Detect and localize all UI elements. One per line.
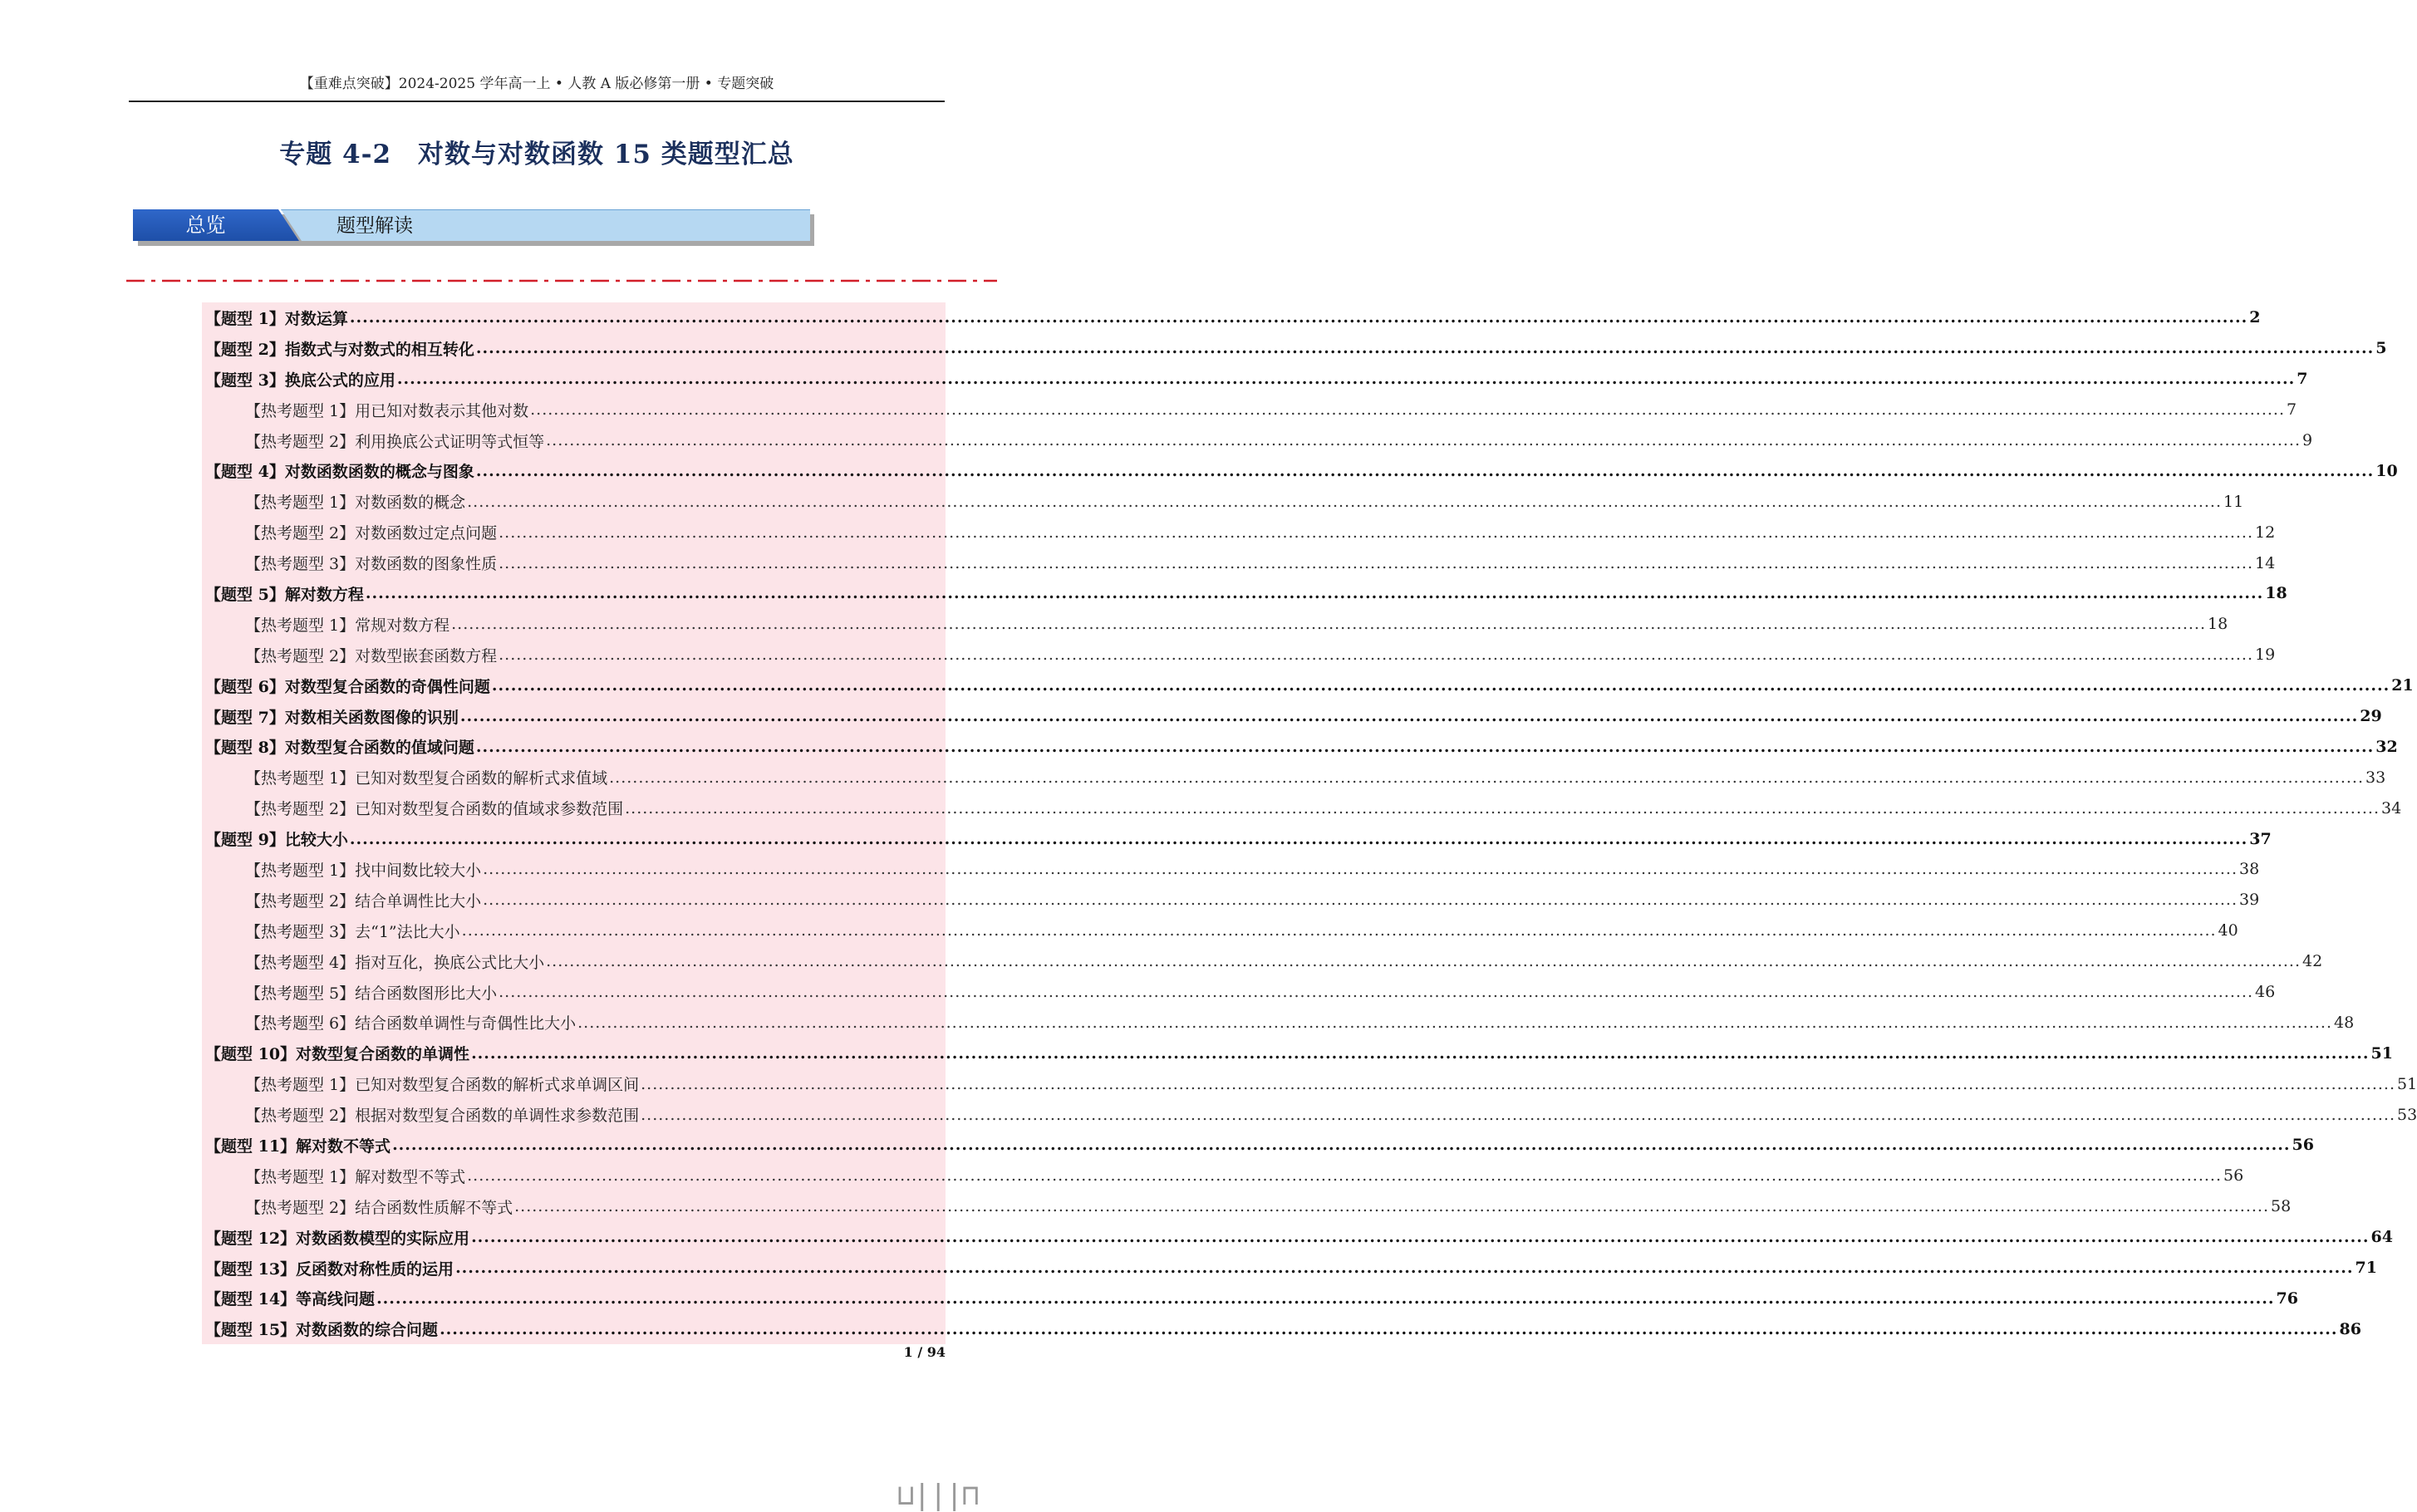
toc-leader-dots: ............................................................................................................................................................................................................................................................................................................ (467, 492, 2223, 511)
toc-entry-main[interactable] (202, 1253, 2377, 1284)
dash-dot-divider (126, 279, 997, 282)
toc-leader-dots: ............................................................................................................................................................................................................................................................................................................ (499, 646, 2254, 665)
toc-entry-page: 56 (2223, 1166, 2244, 1186)
toc-leader-dots: ............................................................................................................................................................................................................................................................................................................ (471, 1228, 2370, 1247)
toc-entry-label: 【题型 10】对数型复合函数的单调性 (205, 1045, 470, 1064)
toc-entry-page: 64 (2370, 1228, 2393, 1247)
toc-entry-page: 19 (2255, 646, 2276, 665)
toc-entry-page: 56 (2292, 1136, 2314, 1155)
toc-entry-page: 33 (2365, 768, 2386, 787)
toc-entry-page: 46 (2255, 983, 2276, 1002)
toc-entry-page: 48 (2334, 1013, 2355, 1032)
toc-entry-page: 18 (2265, 584, 2287, 603)
toc-entry-label: 【题型 5】解对数方程 (205, 585, 364, 604)
toc-entry-page: 32 (2375, 737, 2398, 756)
toc-entry-label: 【热考题型 2】对数函数过定点问题 (245, 524, 498, 543)
toc-entry-sub[interactable] (202, 640, 2276, 670)
banner-overview-label: 总览 (185, 214, 226, 237)
toc-leader-dots: ............................................................................................................................................................................................................................................................................................................ (546, 431, 2302, 449)
toc-leader-dots: ............................................................................................................................................................................................................................................................................................................ (440, 1319, 2338, 1338)
toc-entry-label: 【题型 4】对数函数函数的概念与图象 (205, 463, 474, 482)
toc-entry-label: 【题型 13】反函数对称性质的运用 (205, 1259, 454, 1279)
page-number: 1 / 94 (903, 1344, 946, 1360)
toc-entry-main[interactable] (202, 333, 2387, 364)
toc-entry-sub[interactable] (202, 609, 2228, 640)
toc-leader-dots: ............................................................................................................................................................................................................................................................................................................ (641, 1074, 2396, 1093)
toc-entry-label: 【题型 9】比较大小 (205, 831, 348, 850)
toc-leader-dots: ............................................................................................................................................................................................................................................................................................................ (396, 370, 2296, 389)
toc-entry-page: 2 (2249, 308, 2261, 327)
toc-entry-label: 【题型 7】对数相关函数图像的识别 (205, 708, 459, 727)
running-header: 【重难点突破】2024-2025 学年高一上 • 人教 A 版必修第一册 • 专题突破 (299, 76, 774, 92)
toc-leader-dots: ............................................................................................................................................................................................................................................................................................................ (467, 1166, 2223, 1186)
toc-entry-sub[interactable] (202, 1007, 2355, 1038)
toc-entry-label: 【热考题型 2】根据对数型复合函数的单调性求参数范围 (245, 1107, 640, 1126)
toc-entry-label: 【热考题型 1】找中间数比较大小 (245, 861, 482, 880)
toc-entry-main[interactable] (202, 578, 2287, 609)
toc-entry-label: 【题型 2】指数式与对数式的相互转化 (205, 340, 474, 359)
toc-entry-page: 18 (2208, 615, 2228, 634)
toc-entry-page: 21 (2391, 676, 2414, 695)
toc-entry-page: 40 (2218, 921, 2238, 940)
toc-entry-label: 【题型 14】等高线问题 (205, 1290, 376, 1309)
toc-entry-sub[interactable] (202, 517, 2276, 547)
toc-entry-sub[interactable] (202, 854, 2260, 885)
toc-leader-dots: ............................................................................................................................................................................................................................................................................................................ (641, 1105, 2396, 1124)
toc-leader-dots: ............................................................................................................................................................................................................................................................................................................ (530, 400, 2286, 420)
toc-entry-label: 【热考题型 4】指对互化，换底公式比大小 (245, 953, 545, 972)
watermark-glyphs: ⊔|||⊓ (897, 1479, 979, 1512)
toc-entry-label: 【热考题型 1】用已知对数表示其他对数 (245, 401, 529, 420)
toc-entry-main[interactable] (202, 701, 2382, 732)
toc-leader-dots: ............................................................................................................................................................................................................................................................................................................ (455, 1259, 2354, 1278)
toc-entry-main[interactable] (202, 455, 2398, 486)
toc-entry-label: 【热考题型 2】利用换底公式证明等式恒等 (245, 432, 545, 451)
toc-entry-label: 【热考题型 1】对数函数的概念 (245, 493, 466, 513)
header-rule (129, 101, 945, 102)
toc-entry-sub[interactable] (202, 547, 2276, 578)
toc-entry-page: 14 (2255, 553, 2276, 572)
toc-leader-dots: ............................................................................................................................................................................................................................................................................................................ (451, 615, 2207, 634)
toc-entry-label: 【热考题型 1】已知对数型复合函数的解析式求值域 (245, 769, 608, 788)
toc-leader-dots: ............................................................................................................................................................................................................................................................................................................ (483, 891, 2238, 910)
toc-leader-dots: ............................................................................................................................................................................................................................................................................................................ (514, 1197, 2270, 1216)
toc-entry-label: 【题型 8】对数型复合函数的值域问题 (205, 739, 474, 758)
toc-entry-sub[interactable] (202, 885, 2260, 916)
toc-entry-main[interactable] (202, 670, 2414, 701)
toc-entry-label: 【题型 3】换底公式的应用 (205, 371, 395, 390)
toc-entry-main[interactable] (202, 731, 2398, 762)
toc-entry-sub[interactable] (202, 1068, 2417, 1099)
toc-entry-page: 37 (2249, 829, 2272, 848)
toc-entry-main[interactable] (202, 302, 2261, 333)
toc-entry-page: 5 (2375, 339, 2387, 358)
toc-entry-page: 76 (2276, 1289, 2298, 1308)
toc-entry-page: 58 (2271, 1197, 2292, 1216)
toc-leader-dots: ............................................................................................................................................................................................................................................................................................................ (475, 339, 2375, 358)
toc-entry-page: 10 (2375, 461, 2398, 480)
toc-entry-page: 12 (2255, 523, 2276, 542)
toc-leader-dots: ............................................................................................................................................................................................................................................................................................................ (475, 737, 2375, 756)
toc-entry-sub[interactable] (202, 395, 2297, 425)
toc-entry-page: 9 (2302, 431, 2313, 449)
toc-entry-label: 【热考题型 6】结合函数单调性与奇偶性比大小 (245, 1014, 577, 1033)
table-of-contents (202, 302, 2417, 1344)
section-banner (133, 209, 814, 241)
toc-entry-label: 【题型 11】解对数不等式 (205, 1136, 391, 1156)
toc-entry-page: 51 (2370, 1043, 2393, 1063)
toc-entry-main[interactable] (202, 1130, 2314, 1161)
toc-entry-label: 【热考题型 2】已知对数型复合函数的值域求参数范围 (245, 800, 624, 819)
toc-leader-dots: ............................................................................................................................................................................................................................................................................................................ (471, 1043, 2370, 1063)
toc-entry-page: 86 (2339, 1319, 2361, 1338)
toc-entry-page: 7 (2297, 370, 2308, 389)
toc-entry-label: 【热考题型 2】结合单调性比大小 (245, 891, 482, 911)
toc-entry-page: 11 (2223, 492, 2244, 511)
toc-entry-sub[interactable] (202, 425, 2313, 456)
toc-entry-page: 53 (2397, 1105, 2417, 1124)
toc-entry-label: 【热考题型 5】结合函数图形比大小 (245, 984, 498, 1003)
toc-leader-dots: ............................................................................................................................................................................................................................................................................................................ (365, 584, 2264, 603)
toc-entry-sub[interactable] (202, 793, 2402, 823)
toc-entry-label: 【热考题型 3】对数函数的图象性质 (245, 555, 498, 574)
toc-entry-label: 【热考题型 1】解对数型不等式 (245, 1167, 466, 1186)
toc-leader-dots: ............................................................................................................................................................................................................................................................................................................ (349, 308, 2248, 327)
toc-leader-dots: ............................................................................................................................................................................................................................................................................................................ (499, 983, 2254, 1002)
toc-entry-label: 【热考题型 2】结合函数性质解不等式 (245, 1198, 513, 1217)
toc-entry-sub[interactable] (202, 1161, 2244, 1191)
toc-entry-page: 34 (2381, 798, 2402, 817)
toc-entry-main[interactable] (202, 364, 2308, 395)
toc-entry-sub[interactable] (202, 977, 2276, 1008)
toc-entry-sub[interactable] (202, 916, 2238, 946)
toc-leader-dots: ............................................................................................................................................................................................................................................................................................................ (349, 829, 2248, 848)
toc-leader-dots: ............................................................................................................................................................................................................................................................................................................ (459, 707, 2359, 726)
toc-entry-page: 42 (2302, 952, 2323, 971)
toc-entry-page: 71 (2355, 1259, 2377, 1278)
toc-entry-sub[interactable] (202, 486, 2244, 517)
toc-leader-dots: ............................................................................................................................................................................................................................................................................................................ (475, 461, 2375, 480)
toc-entry-label: 【题型 12】对数函数模型的实际应用 (205, 1229, 470, 1248)
toc-leader-dots: ............................................................................................................................................................................................................................................................................................................ (577, 1013, 2333, 1032)
toc-entry-label: 【热考题型 1】已知对数型复合函数的解析式求单调区间 (245, 1076, 640, 1095)
banner-topic-label: 题型解读 (337, 215, 413, 237)
toc-entry-label: 【题型 1】对数运算 (205, 309, 348, 328)
toc-leader-dots: ............................................................................................................................................................................................................................................................................................................ (499, 553, 2254, 572)
toc-entry-page: 29 (2360, 707, 2382, 726)
document-title: 专题 4-2 对数与对数函数 15 类题型汇总 (279, 140, 794, 169)
toc-entry-page: 39 (2239, 891, 2260, 910)
toc-leader-dots: ............................................................................................................................................................................................................................................................................................................ (546, 952, 2302, 971)
toc-entry-main[interactable] (202, 1313, 2361, 1344)
toc-leader-dots: ............................................................................................................................................................................................................................................................................................................ (625, 798, 2380, 817)
toc-entry-main[interactable] (202, 1222, 2393, 1253)
toc-entry-label: 【题型 15】对数函数的综合问题 (205, 1321, 439, 1340)
toc-entry-label: 【热考题型 3】去“1”法比大小 (245, 922, 460, 941)
toc-leader-dots: ............................................................................................................................................................................................................................................................................................................ (491, 676, 2390, 695)
toc-entry-page: 38 (2239, 860, 2260, 879)
toc-entry-sub[interactable] (202, 946, 2323, 977)
toc-entry-main[interactable] (202, 823, 2272, 854)
toc-entry-main[interactable] (202, 1284, 2298, 1314)
toc-entry-sub[interactable] (202, 1191, 2292, 1222)
toc-leader-dots: ............................................................................................................................................................................................................................................................................................................ (499, 523, 2254, 542)
toc-entry-sub[interactable] (202, 762, 2386, 793)
toc-leader-dots: ............................................................................................................................................................................................................................................................................................................ (376, 1289, 2275, 1308)
toc-entry-label: 【热考题型 2】对数型嵌套函数方程 (245, 646, 498, 665)
toc-entry-label: 【题型 6】对数型复合函数的奇偶性问题 (205, 677, 490, 696)
toc-entry-main[interactable] (202, 1038, 2393, 1068)
toc-leader-dots: ............................................................................................................................................................................................................................................................................................................ (392, 1136, 2291, 1155)
toc-entry-page: 7 (2287, 400, 2297, 420)
toc-entry-sub[interactable] (202, 1099, 2417, 1130)
toc-entry-label: 【热考题型 1】常规对数方程 (245, 616, 450, 635)
toc-leader-dots: ............................................................................................................................................................................................................................................................................................................ (609, 768, 2365, 787)
toc-leader-dots: ............................................................................................................................................................................................................................................................................................................ (461, 921, 2217, 940)
toc-leader-dots: ............................................................................................................................................................................................................................................................................................................ (483, 860, 2238, 879)
toc-entry-page: 51 (2397, 1074, 2417, 1093)
